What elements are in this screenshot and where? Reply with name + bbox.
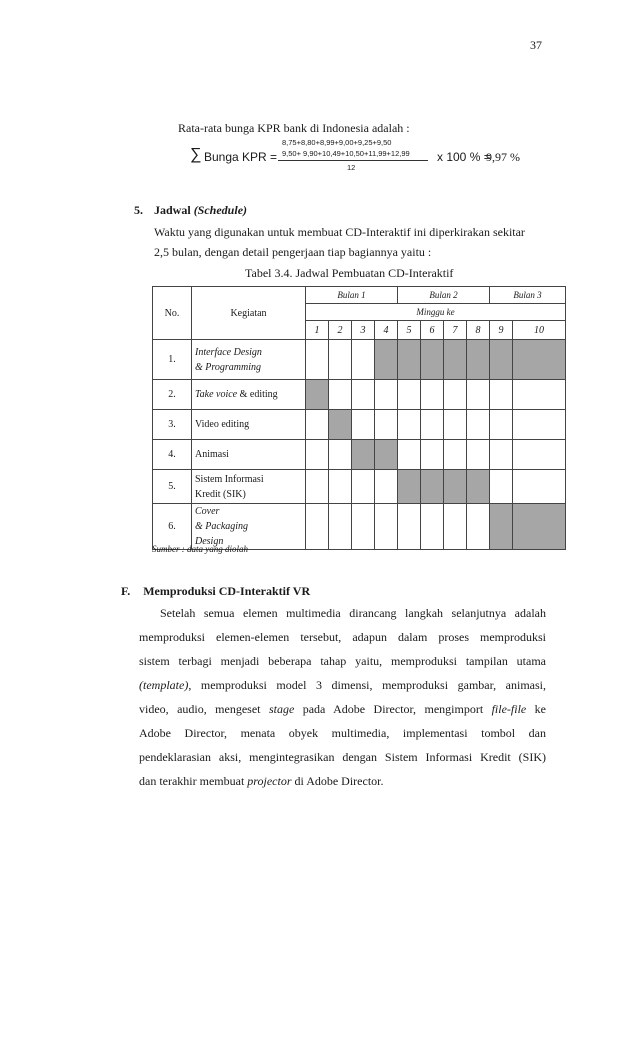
- week-header-8: 8: [467, 321, 490, 340]
- gantt-cell: [329, 410, 352, 440]
- gantt-cell: [375, 504, 398, 550]
- section-5-line-2: 2,5 bulan, dengan detail pengerjaan tiap bagiannya yaitu :: [154, 245, 432, 259]
- row-activity: Interface Design & Programming: [192, 340, 306, 380]
- week-header-5: 5: [398, 321, 421, 340]
- table-source: Sumber : data yang diolah: [152, 544, 248, 554]
- gantt-cell: [513, 440, 566, 470]
- gantt-cell: [329, 504, 352, 550]
- week-header-6: 6: [421, 321, 444, 340]
- week-header-9: 9: [490, 321, 513, 340]
- gantt-cell: [513, 380, 566, 410]
- gantt-cell: [421, 340, 444, 380]
- table-row: [153, 340, 566, 380]
- section-f-line-6: Adobe Director, menata obyek multimedia, implementasi tombol dan: [139, 726, 546, 740]
- week-header-3: 3: [352, 321, 375, 340]
- gantt-cell: [375, 380, 398, 410]
- gantt-cell: [306, 440, 329, 470]
- gantt-cell: [352, 340, 375, 380]
- section-f-line-2: memproduksi elemen-elemen tersebut, adapun dalam proses memproduksi: [139, 630, 546, 644]
- gantt-cell: [467, 380, 490, 410]
- gantt-cell: [467, 440, 490, 470]
- gantt-cell: [306, 410, 329, 440]
- gantt-cell: [329, 470, 352, 504]
- gantt-cell: [421, 440, 444, 470]
- fraction-bar: [278, 160, 428, 161]
- gantt-cell: [421, 380, 444, 410]
- gantt-cell: [306, 380, 329, 410]
- gantt-cell: [398, 440, 421, 470]
- gantt-cell: [467, 470, 490, 504]
- section-f-line-8: dan terakhir membuat projector di Adobe Director.: [139, 774, 384, 788]
- gantt-cell: [375, 410, 398, 440]
- header-no: No.: [153, 287, 192, 340]
- header-month-2: Bulan 2: [398, 287, 490, 304]
- schedule-table: [152, 286, 566, 550]
- gantt-cell: [352, 470, 375, 504]
- table-row: [153, 504, 566, 550]
- gantt-cell: [444, 470, 467, 504]
- header-activity: Kegiatan: [192, 287, 306, 340]
- table-caption: Tabel 3.4. Jadwal Pembuatan CD-Interaktif: [245, 266, 454, 280]
- gantt-cell: [375, 440, 398, 470]
- header-month-1: Bulan 1: [306, 287, 398, 304]
- gantt-cell: [490, 380, 513, 410]
- gantt-cell: [352, 440, 375, 470]
- gantt-cell: [444, 440, 467, 470]
- gantt-cell: [513, 410, 566, 440]
- table-row: [153, 380, 566, 410]
- gantt-cell: [329, 440, 352, 470]
- header-month-3: Bulan 3: [490, 287, 566, 304]
- row-number: 6.: [153, 504, 192, 550]
- table-row: [153, 440, 566, 470]
- gantt-cell: [352, 380, 375, 410]
- section-f-line-3: sistem terbagi menjadi beberapa tahap yaitu, memproduksi tampilan utama: [139, 654, 546, 668]
- section-5-number: 5.: [134, 203, 143, 217]
- row-number: 3.: [153, 410, 192, 440]
- gantt-cell: [421, 410, 444, 440]
- section-5-heading: [134, 203, 247, 218]
- gantt-cell: [513, 504, 566, 550]
- week-header-4: 4: [375, 321, 398, 340]
- kpr-formula: [190, 138, 550, 182]
- table-row: [153, 410, 566, 440]
- header-weeks-label: Minggu ke: [306, 304, 566, 321]
- row-activity: Take voice & editing: [192, 380, 306, 410]
- week-header-7: 7: [444, 321, 467, 340]
- gantt-cell: [398, 504, 421, 550]
- gantt-cell: [375, 470, 398, 504]
- page-number: 37: [530, 38, 542, 52]
- gantt-cell: [375, 340, 398, 380]
- section-5-title-italic: (Schedule): [193, 203, 248, 217]
- intro-line: Rata-rata bunga KPR bank di Indonesia adalah :: [178, 121, 410, 135]
- section-f-letter: F.: [121, 584, 131, 598]
- week-header-10: 10: [513, 321, 566, 340]
- row-activity: Video editing: [192, 410, 306, 440]
- row-number: 5.: [153, 470, 192, 504]
- gantt-cell: [444, 504, 467, 550]
- gantt-cell: [490, 440, 513, 470]
- row-activity: Cover & Packaging Design: [192, 504, 306, 550]
- gantt-cell: [306, 504, 329, 550]
- formula-denominator: 12: [347, 163, 356, 172]
- gantt-cell: [490, 504, 513, 550]
- formula-numerator-2: 9,50+ 9,90+10,49+10,50+11,99+12,99: [282, 149, 410, 158]
- row-activity: Animasi: [192, 440, 306, 470]
- gantt-cell: [467, 410, 490, 440]
- gantt-cell: [306, 340, 329, 380]
- row-number: 4.: [153, 440, 192, 470]
- section-5-line-1: Waktu yang digunakan untuk membuat CD-Interaktif ini diperkirakan sekitar: [154, 225, 525, 239]
- gantt-cell: [398, 380, 421, 410]
- gantt-cell: [329, 340, 352, 380]
- gantt-cell: [513, 470, 566, 504]
- sigma-symbol: ∑: [190, 146, 202, 163]
- section-f-line-4: (template), memproduksi model 3 dimensi, memproduksi gambar, animasi,: [139, 678, 546, 692]
- gantt-cell: [467, 504, 490, 550]
- gantt-cell: [513, 340, 566, 380]
- formula-numerator-1: 8,75+8,80+8,99+9,00+9,25+9,50: [282, 138, 392, 147]
- gantt-cell: [421, 470, 444, 504]
- section-f-heading: [121, 584, 310, 599]
- gantt-cell: [444, 410, 467, 440]
- week-header-2: 2: [329, 321, 352, 340]
- week-header-1: 1: [306, 321, 329, 340]
- section-5-title: Jadwal: [154, 203, 191, 217]
- gantt-cell: [329, 380, 352, 410]
- gantt-cell: [421, 504, 444, 550]
- gantt-cell: [444, 380, 467, 410]
- gantt-cell: [352, 410, 375, 440]
- table-row: [153, 470, 566, 504]
- gantt-cell: [467, 340, 490, 380]
- gantt-cell: [306, 470, 329, 504]
- gantt-cell: [398, 470, 421, 504]
- gantt-cell: [490, 340, 513, 380]
- gantt-cell: [352, 504, 375, 550]
- gantt-cell: [398, 410, 421, 440]
- section-f-title: Memproduksi CD-Interaktif VR: [143, 584, 311, 598]
- section-f-line-7: pendeklarasian aksi, mengintegrasikan dengan Sistem Informasi Kredit (SIK): [139, 750, 546, 764]
- gantt-cell: [444, 340, 467, 380]
- section-f-line-5: video, audio, mengeset stage pada Adobe Director, mengimport file-file ke: [139, 702, 547, 716]
- formula-result: 9,97 %: [486, 150, 520, 164]
- row-number: 1.: [153, 340, 192, 380]
- section-f-line-1: Setelah semua elemen multimedia dirancang langkah selanjutnya adalah: [160, 606, 546, 620]
- gantt-cell: [490, 410, 513, 440]
- row-activity: Sistem Informasi Kredit (SIK): [192, 470, 306, 504]
- formula-lhs: Bunga KPR =: [204, 150, 278, 164]
- formula-multiplier: x 100 % =: [437, 150, 491, 164]
- row-number: 2.: [153, 380, 192, 410]
- gantt-cell: [398, 340, 421, 380]
- gantt-cell: [490, 470, 513, 504]
